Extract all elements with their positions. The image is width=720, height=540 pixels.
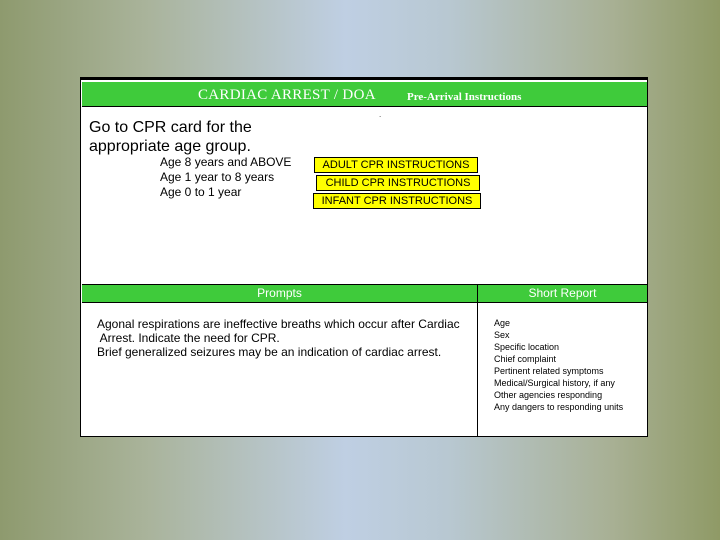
adult-cpr-button[interactable]: ADULT CPR INSTRUCTIONS xyxy=(314,157,478,173)
age-list xyxy=(160,155,291,200)
section-divider xyxy=(477,284,478,437)
title-bar xyxy=(82,82,647,107)
prompt-line: Agonal respirations are ineffective breaths which occur after Cardiac xyxy=(97,317,460,331)
card-title: CARDIAC ARREST / DOA xyxy=(198,87,376,103)
card-top-border xyxy=(81,78,647,80)
short-report-header: Short Report xyxy=(478,284,647,303)
infant-cpr-button[interactable]: INFANT CPR INSTRUCTIONS xyxy=(313,193,481,209)
list-item: Medical/Surgical history, if any xyxy=(494,378,615,388)
prompt-line: Arrest. Indicate the need for CPR. xyxy=(97,331,280,345)
prompts-header: Prompts xyxy=(82,284,477,303)
list-item: Age xyxy=(494,318,511,328)
child-cpr-button[interactable]: CHILD CPR INSTRUCTIONS xyxy=(316,175,480,191)
list-item: Other agencies responding xyxy=(494,390,603,400)
instruction-text: Go to CPR card for the appropriate age group. xyxy=(89,119,252,155)
card-subtitle: Pre-Arrival Instructions xyxy=(407,91,522,103)
prompts-text xyxy=(97,317,467,359)
list-item: Specific location xyxy=(494,342,560,352)
protocol-card xyxy=(80,77,648,437)
list-item: Pertinent related symptoms xyxy=(494,366,604,376)
age-adult: Age 8 years and ABOVE xyxy=(160,155,292,169)
prompt-line: Brief generalized seizures may be an indication of cardiac arrest. xyxy=(97,345,442,359)
list-item: Chief complaint xyxy=(494,354,557,364)
age-infant: Age 0 to 1 year xyxy=(160,185,242,199)
short-report-list xyxy=(494,317,623,413)
age-child: Age 1 year to 8 years xyxy=(160,170,275,184)
list-item: Sex xyxy=(494,330,510,340)
list-item: Any dangers to responding units xyxy=(494,402,624,412)
stray-dot: . xyxy=(379,110,382,119)
